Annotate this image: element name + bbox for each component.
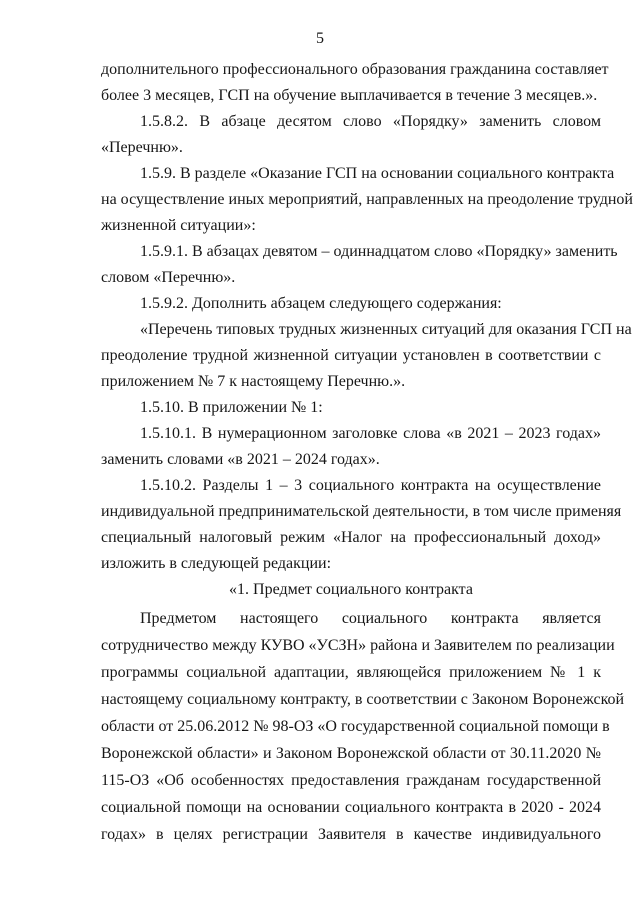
text-line: программы социальной адаптации, являющейся приложением № 1 к [101,664,601,681]
text-line: дополнительного профессионального образования гражданина составляет [101,61,609,78]
text-line: индивидуальной предпринимательской деятельности, в том числе применяя [101,503,622,520]
text-line: социальной помощи на основании социального контракта в 2020 - 2024 [101,799,601,816]
text-line: жизненной ситуации»: [101,217,256,234]
text-line: 1.5.10.2. Разделы 1 – 3 социального контракта на осуществление [140,477,601,494]
page-number: 5 [316,30,324,47]
text-line: Воронежской области» и Законом Воронежской области от 30.11.2020 № [101,745,601,762]
text-line: специальный налоговый режим «Налог на профессиональный доход» [101,529,601,546]
text-line: 1.5.9.1. В абзацах девятом – одиннадцатом слово «Порядку» заменить [140,243,618,260]
text-line: 1.5.9. В разделе «Оказание ГСП на основании социального контракта [140,165,615,182]
text-line: более 3 месяцев, ГСП на обучение выплачивается в течение 3 месяцев.». [101,87,598,104]
text-line: заменить словами «в 2021 – 2024 годах». [101,451,380,468]
text-line: 115-ОЗ «Об особенностях предоставления гражданам государственной [101,772,601,789]
text-line: «Перечню». [101,139,183,156]
section-heading: «1. Предмет социального контракта [229,581,473,598]
text-line: сотрудничество между КУВО «УСЗН» района и Заявителем по реализации [101,637,615,654]
text-line: преодоление трудной жизненной ситуации установлен в соответствии с [101,347,601,364]
text-line: приложением № 7 к настоящему Перечню.». [101,373,406,390]
text-line: 1.5.9.2. Дополнить абзацем следующего содержания: [140,295,502,312]
text-line: 1.5.10. В приложении № 1: [140,399,323,416]
text-line: годах» в целях регистрации Заявителя в качестве индивидуального [101,826,601,843]
text-line: на осуществление иных мероприятий, направленных на преодоление трудной [101,191,633,208]
text-line: 1.5.10.1. В нумерационном заголовке слова «в 2021 – 2023 годах» [140,425,601,442]
text-line: области от 25.06.2012 № 98-ОЗ «О государственной социальной помощи в [101,718,610,735]
text-line: Предметом настоящего социального контракта является [140,610,601,627]
text-line: 1.5.8.2. В абзаце десятом слово «Порядку» заменить словом [140,113,601,130]
text-line: «Перечень типовых трудных жизненных ситуаций для оказания ГСП на [140,321,632,338]
text-line: изложить в следующей редакции: [101,555,332,572]
text-line: настоящему социальному контракту, в соответствии с Законом Воронежской [101,691,625,708]
text-line: словом «Перечню». [101,269,236,286]
